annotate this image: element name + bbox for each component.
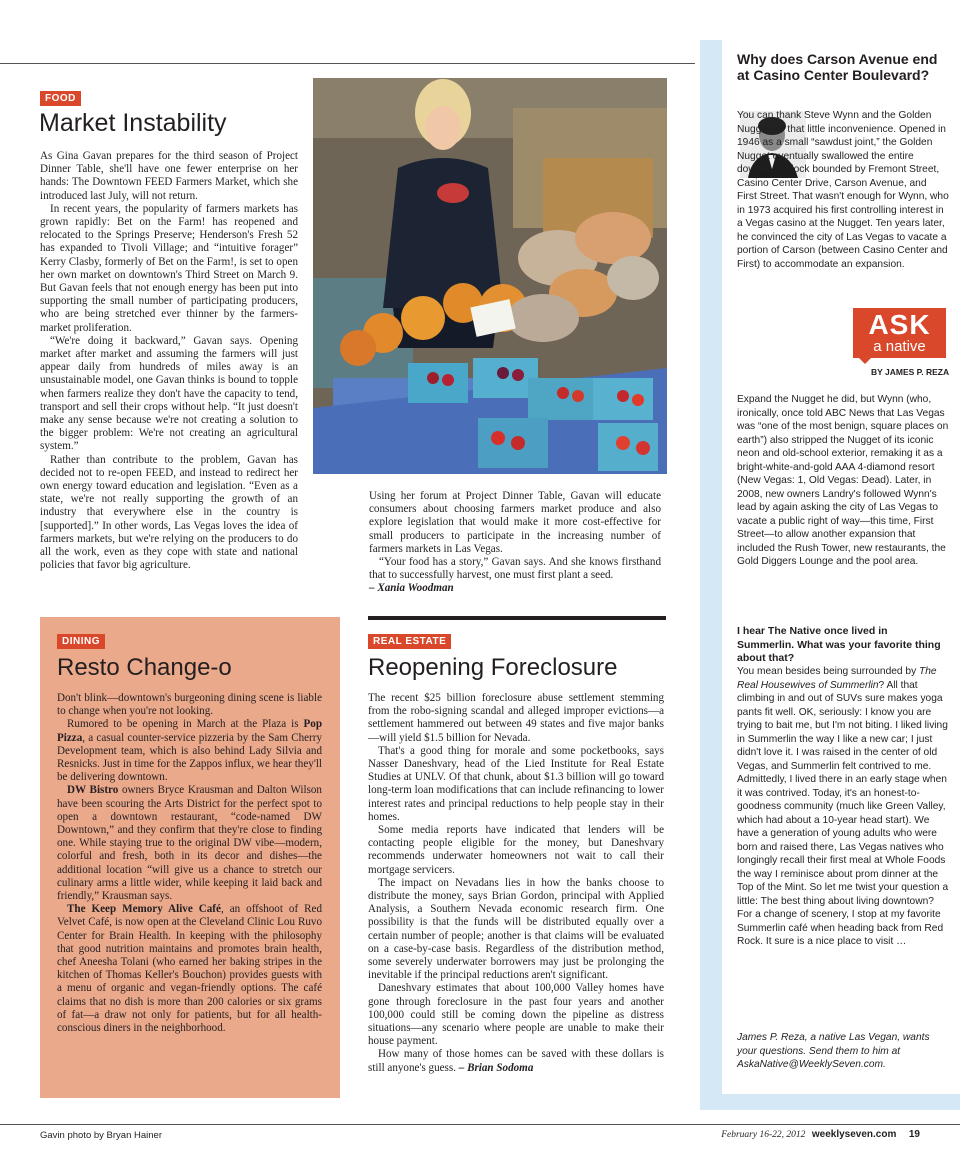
real-estate-tag-label: REAL ESTATE [368,634,451,649]
ask-a-native-logo [853,308,950,380]
real-estate-headline: Reopening Foreclosure [368,654,618,681]
food-article-col1 [40,150,298,573]
ask-answer-1b [737,393,949,569]
real-estate-paragraph: The recent $25 billion foreclosure abuse settlement stemming from the robo-signing scandal and alleged improper evictions—a settlement hammered out between 49 states and five major banks—will yield $1.5 billion for Nevada. [368,692,664,744]
logo-ask: ASK [868,309,931,340]
dining-tag-label: DINING [57,634,105,649]
ask-question-2: I hear The Native once lived in Summerlin. What was your favorite thing about that? [737,625,941,664]
real-estate-paragraph: How many of those homes can be saved with these dollars is still anyone's guess. – Brian Sodoma [368,1048,664,1074]
food-paragraph: Rather than contribute to the problem, Gavan has decided not to re-open FEED, and instead to redirect her own energy toward education and legislation. “Even as a state, we're not really supporting the growth of an industry that everywhere else in the country is [supported].” In other words, Las Vegas loves the idea of farmers markets, but we're relying on the producers to do all the work, even as they cope with state and national policies that favor big agriculture. [40,453,298,572]
dw-bistro-name: DW Bistro [67,784,119,797]
sidebar-border-bottom [700,1094,960,1110]
food-tag [40,88,81,106]
sidebar-border [700,40,722,1110]
site-name[interactable]: weeklyseven.com [811,1129,897,1140]
food-tag-label: FOOD [40,91,81,106]
photo-credit: Gavin photo by Bryan Hainer [40,1130,162,1141]
logo-pointer [859,358,871,364]
food-headline: Market Instability [39,109,227,137]
real-estate-tag [368,631,451,649]
ask-question-1: Why does Carson Avenue end at Casino Center Boulevard? [737,51,938,83]
footer-right [721,1129,920,1140]
pop-pizza-name: Pop Pizza [57,718,322,744]
food-paragraph: As Gina Gavan prepares for the third season of Project Dinner Table, she'll have one fewer enterprise on her hands: The Downtown FEED Farmers Market, which she introduced last July, will not return. [40,150,298,202]
real-estate-article [368,692,664,1075]
show-title: The Real Housewives of Summerlin [737,666,937,691]
ask-footer-note: James P. Reza, a native Las Vegan, wants your questions. Send them to him at AskaNative@WeeklySeven.com. [737,1032,930,1070]
ask-answer-1a [737,109,949,271]
food-paragraph: In recent years, the popularity of farmers markets has grown rapidly: Bet on the Farm! has reopened and relocated to the Springs Preserve; Henderson's Fresh 52 has expanded to Tivoli Village; and “intuitive forager” Kerry Clasby, formerly of Bet on the Farm!, is set to open her own market on downtown's Third Street on March 9. But Gavan feels that not enough energy has been put into supporting the small number of participating producers, who are being stretched ever thinner by the farmers-market proliferation. [40,202,298,334]
logo-byline: BY JAMES P. REZA [871,367,950,377]
page-number: 19 [908,1129,920,1140]
issue-date: February 16-22, 2012 [721,1130,806,1140]
keep-memory-alive-cafe-name: The Keep Memory Alive Café [67,903,221,916]
ask-answer-text: You mean besides being surrounded by The Real Housewives of Summerlin? All that climbing in and out of SUVs sure makes yoga pants fit well. OK, seriously: I know you are trying to bait me, but I'm not biting. I liked living in Summerlin the way I like a new car; I just didn't love it. I was raised in the center of old Vegas, and Summerlin felt contrived to me. Admittedly, I lived there in an early stage when it was contrived. Today, it's an honest-to-goodness community (much like Green Valley, which had about a 10-year head start). We have a generation of young adults who were born and raised there, Las Vegas natives who longingly recall their first meal at Whole Foods the way I reminisce about prom dinner at the Top of the Mint. So let me twist your question a little: The best thing about living downtown? For a change of scenery, I stop at my favorite Summerlin café when heading back from Red Rock. It sure is a nice place to visit … [737,666,949,947]
dining-paragraph: The Keep Memory Alive Café, an offshoot of Red Velvet Café, is now open at the Cleveland Clinic Lou Ruvo Center for Brain Health. In keeping with the philosophy that good nutrition maintains and promotes brain health, chef Aneesha Tolani (who earned her baking stripes in the kitchen of Thomas Keller's Bouchon) provides guests with a menu of organic and vegan-friendly options. The café claims that no dish is more than 200 calories or six grams of fat—a draw not only for patients, but for all health-conscious diners in the neighborhood. [57,903,322,1035]
ask-answer-text: Expand the Nugget he did, but Wynn (who, ironically, once told ABC News that Las Vegas was “one of the most benign, square places on earth”) also stripped the Nugget of its iconic neon and old-school exterior, remaking it as a bright-white-and-gold AAA 4-diamond resort (New Vegas: 1, Old Vegas: Dead). Later, in 2008, new owners Landry's followed Wynn's lead by again asking the city of Las Vegas to vacate a public right of way—this time, First Street—to allow another expansion that included the Rush Tower, new restaurants, the Gold Diggers Lounge and the pool area. [737,394,949,567]
market-photo-illustration [313,78,667,474]
real-estate-byline: – Brian Sodoma [458,1061,534,1074]
dining-paragraph: Don't blink—downtown's burgeoning dining scene is liable to change when you're not looking. [57,692,322,718]
footer-rule [0,1124,960,1125]
real-estate-paragraph: Daneshvary estimates that about 100,000 Valley homes have gone through foreclosure in the past four years and another 100,000 could still be coming down the pipeline as distress situations—any scenario where people are unable to make their house payment. [368,982,664,1048]
top-rule [0,63,695,64]
real-estate-rule [368,616,666,620]
food-byline: – Xania Woodman [369,582,454,595]
dining-headline: Resto Change-o [57,654,232,681]
ask-answer-2 [737,665,949,949]
food-paragraph: “Your food has a story,” Gavan says. And she knows firsthand that to successfully harvest, one must first plant a seed. [369,556,661,582]
real-estate-paragraph: That's a good thing for morale and some pocketbooks, says Nasser Daneshvary, head of the Lied Institute for Real Estate Studies at UNLV. Of that chunk, about $1.3 billion will go toward long-term loan modifications that can include refinancing to lower interest rates and principal reductions to help people stay in their homes. [368,744,664,823]
dining-tag [57,631,105,649]
ask-answer-text: You can thank Steve Wynn and the Golden Nugget for that little inconvenience. Opened in 1946 as a small “sawdust joint,” the Golden Nugget eventually swallowed the entire downtown block bounded by Fremont Street, Casino Center Drive, Carson Avenue, and First Street. That wasn't enough for Wynn, who in 1973 acquired his first controlling interest in a Vegas casino at the Nugget. Ten years later, he convinced the city of Las Vegas to vacate a portion of Carson (between Casino Center and First) to accommodate an expansion. [737,110,949,270]
dining-article [57,692,322,1035]
food-paragraph: “We're doing it backward,” Gavan says. Opening market after market and assuming the farmers will just appear daily from hundreds of miles away is an unsustainable model, one Gavan thinks is bound to topple when farmers realize they don't have the capacity to tend, transport and sell their crops without help. “It just doesn't make any sense because we're not creating a solution to the bigger problem: We're not creating an agricultural system.” [40,334,298,453]
real-estate-paragraph: The impact on Nevadans lies in how the banks choose to distribute the money, says Brian Gordon, principal with Applied Analysis, a Southern Nevada economic research firm. One possibility is that the funds will be distributed equally over a certain number of people; another is that claims will be evaluated on a case-by-case basis. Regardless of the distribution method, some severely underwater borrowers may just be prolonging the inevitable if the principal reductions aren't significant. [368,876,664,982]
food-article-col2 [369,490,661,596]
food-paragraph: Using her forum at Project Dinner Table, Gavan will educate consumers about choosing farmers market produce and also explore legislation that would make it more cost-effective for small producers to participate in the increasing number of farmers markets in Las Vegas. [369,490,661,555]
market-photo [313,78,667,474]
logo-box [853,308,946,358]
logo-a-native: a native [873,338,926,355]
dining-paragraph: DW Bistro owners Bryce Krausman and Dalton Wilson have been scouring the Arts District for the perfect spot to open a downtown restaurant, “code-named DW Downtown,” and they confirm that they're close to finding one. While staying true to the original DW vibe—modern, colorful and fresh, both in its decor and dishes—the additional location “will give us a chance to stretch our culinary arms a little wider, while keeping it laid back and friendly,” Krausman says. [57,784,322,903]
real-estate-paragraph: Some media reports have indicated that lenders will be contacting people eligible for the money, but Daneshvary recommends underwater homeowners not wait to call their mortgage servicers. [368,824,664,876]
dining-paragraph: Rumored to be opening in March at the Plaza is Pop Pizza, a casual counter-service pizzeria by the Sam Cherry Development team, which is also behind Lady Silvia and Resnicks. Just in time for the Zappos influx, we hear they'll be delivering downtown. [57,718,322,784]
